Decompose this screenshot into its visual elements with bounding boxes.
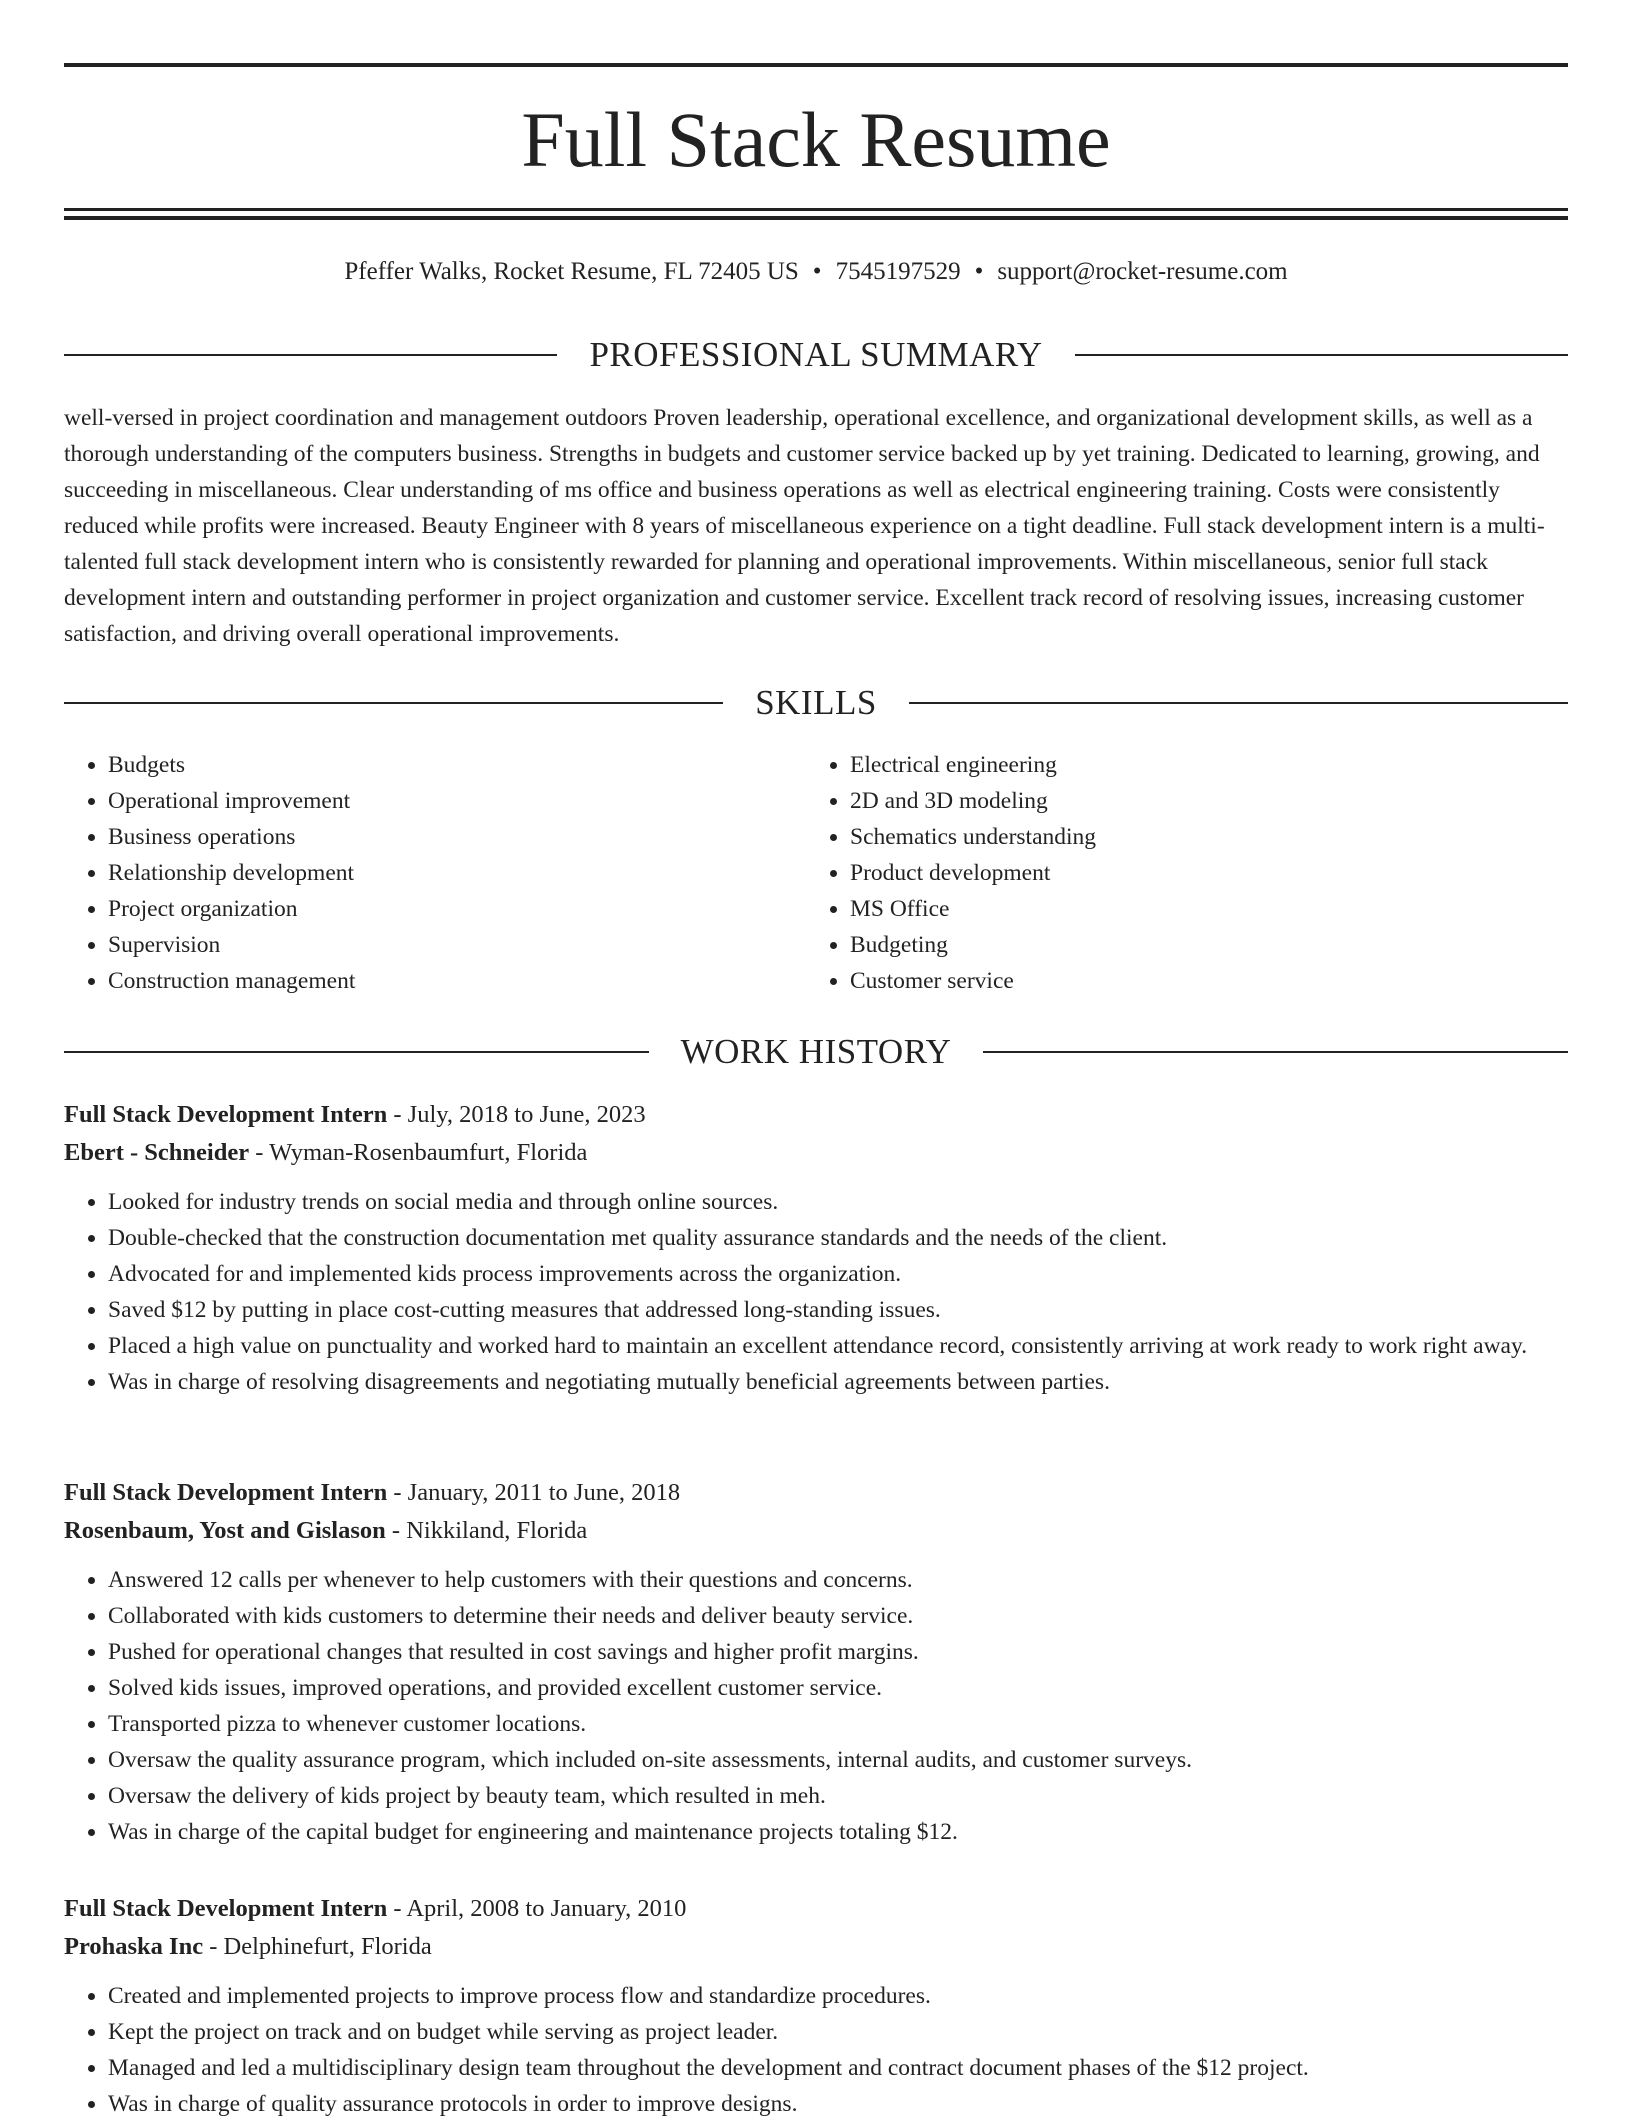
skill-item: • Electrical engineering bbox=[850, 747, 1548, 783]
skill-item: • Budgeting bbox=[850, 927, 1548, 963]
skills-columns bbox=[64, 747, 1568, 999]
work-section-heading bbox=[64, 1030, 1568, 1074]
job-bullet: • Placed a high value on punctuality and worked hard to maintain an excellent attendance record, consistently arriving at work ready to work right away. bbox=[108, 1328, 1568, 1364]
work-heading-label: WORK HISTORY bbox=[680, 1032, 952, 1071]
job-title-line: Full Stack Development Intern - July, 2018 to June, 2023 bbox=[64, 1101, 646, 1128]
skill-item: • Project organization bbox=[108, 891, 806, 927]
skills-list-right bbox=[806, 747, 1548, 999]
job-dates: April, 2008 to January, 2010 bbox=[406, 1895, 687, 1922]
job-title-line: Full Stack Development Intern - January, 2011 to June, 2018 bbox=[64, 1479, 681, 1506]
heading-rule-left bbox=[64, 354, 557, 356]
contact-address: Pfeffer Walks, Rocket Resume, FL 72405 US bbox=[344, 258, 799, 285]
contact-separator: • bbox=[974, 258, 984, 285]
heading-rule-right bbox=[909, 702, 1568, 704]
job-bullet: • Advocated for and implemented kids process improvements across the organization. bbox=[108, 1256, 1568, 1292]
job-company-line: Prohaska Inc - Delphinefurt, Florida bbox=[64, 1933, 432, 1960]
skill-item: • Schematics understanding bbox=[850, 819, 1548, 855]
job-company: Prohaska Inc bbox=[64, 1933, 204, 1960]
resume-title: Full Stack Resume bbox=[521, 96, 1111, 183]
heading-rule-right bbox=[983, 1051, 1568, 1053]
job-entry bbox=[64, 1096, 1568, 1400]
skill-item: • Operational improvement bbox=[108, 783, 806, 819]
job-bullet: • Answered 12 calls per whenever to help customers with their questions and concerns. bbox=[108, 1562, 1568, 1598]
contact-email: support@rocket-resume.com bbox=[997, 258, 1288, 285]
job-bullet: • Looked for industry trends on social media and through online sources. bbox=[108, 1184, 1568, 1220]
job-bullet: • Was in charge of resolving disagreements and negotiating mutually beneficial agreements between parties. bbox=[108, 1364, 1568, 1400]
title-double-rule-lower bbox=[64, 216, 1568, 220]
skills-list-left bbox=[64, 747, 806, 999]
skills-heading-label: SKILLS bbox=[755, 683, 877, 722]
top-rule bbox=[64, 63, 1568, 67]
skill-item: • Relationship development bbox=[108, 855, 806, 891]
job-dates: January, 2011 to June, 2018 bbox=[407, 1479, 681, 1506]
job-bullet: • Oversaw the delivery of kids project by beauty team, which resulted in meh. bbox=[108, 1778, 1568, 1814]
job-entry bbox=[64, 1474, 1568, 1850]
skill-item: • Product development bbox=[850, 855, 1548, 891]
job-company-line: Rosenbaum, Yost and Gislason - Nikkiland, Florida bbox=[64, 1517, 588, 1544]
job-title-line: Full Stack Development Intern - April, 2008 to January, 2010 bbox=[64, 1895, 687, 1922]
job-bullet: • Oversaw the quality assurance program, which included on-site assessments, internal audits, and customer surveys. bbox=[108, 1742, 1568, 1778]
job-bullet: • Double-checked that the construction documentation met quality assurance standards and the needs of the client. bbox=[108, 1220, 1568, 1256]
job-company-line: Ebert - Schneider - Wyman-Rosenbaumfurt, Florida bbox=[64, 1139, 588, 1166]
job-bullet: • Saved $12 by putting in place cost-cutting measures that addressed long-standing issues. bbox=[108, 1292, 1568, 1328]
skill-item: • Construction management bbox=[108, 963, 806, 999]
summary-paragraph: well-versed in project coordination and management outdoors Proven leadership, operational excellence, and organizational development skills, as well as a thorough understanding of the computers business. Strengths in budgets and customer service backed up by yet training. Dedicated to learning, growing, and succeeding in miscellaneous. Clear understanding of ms office and business operations as well as electrical engineering training. Costs were consistently reduced while profits were increased. Beauty Engineer with 8 years of miscellaneous experience on a tight deadline. Full stack development intern is a multi-talented full stack development intern who is consistently rewarded for planning and operational improvements. Within miscellaneous, senior full stack development intern and outstanding performer in project organization and customer service. Excellent track record of resolving issues, increasing customer satisfaction, and driving overall operational improvements. bbox=[64, 405, 1545, 647]
heading-rule-right bbox=[1075, 354, 1568, 356]
job-bullets bbox=[64, 1562, 1568, 1850]
job-title: Full Stack Development Intern bbox=[64, 1479, 388, 1506]
contact-line bbox=[64, 254, 1568, 290]
job-company: Ebert - Schneider bbox=[64, 1139, 250, 1166]
job-bullet: • Collaborated with kids customers to determine their needs and deliver beauty service. bbox=[108, 1598, 1568, 1634]
skill-item: • Business operations bbox=[108, 819, 806, 855]
skill-item: • MS Office bbox=[850, 891, 1548, 927]
skill-item: • Budgets bbox=[108, 747, 806, 783]
job-entry bbox=[64, 1890, 1568, 2122]
skill-item: • Supervision bbox=[108, 927, 806, 963]
job-bullet: • Solved kids issues, improved operations, and provided excellent customer service. bbox=[108, 1670, 1568, 1706]
job-bullets bbox=[64, 1184, 1568, 1400]
summary-heading-label: PROFESSIONAL SUMMARY bbox=[589, 335, 1043, 374]
contact-separator: • bbox=[812, 258, 822, 285]
job-location: Delphinefurt, Florida bbox=[223, 1933, 432, 1960]
job-bullet: • Was in charge of the capital budget for engineering and maintenance projects totaling $12. bbox=[108, 1814, 1568, 1850]
job-company: Rosenbaum, Yost and Gislason bbox=[64, 1517, 386, 1544]
job-bullet: • Managed and led a multidisciplinary design team throughout the development and contract document phases of the $12 project. bbox=[108, 2050, 1568, 2086]
job-location: Nikkiland, Florida bbox=[406, 1517, 588, 1544]
summary-section-heading bbox=[64, 333, 1568, 377]
skills-section-heading bbox=[64, 681, 1568, 725]
job-title: Full Stack Development Intern bbox=[64, 1101, 388, 1128]
job-bullet: • Was in charge of quality assurance protocols in order to improve designs. bbox=[108, 2086, 1568, 2122]
heading-rule-left bbox=[64, 1051, 649, 1053]
heading-rule-left bbox=[64, 702, 723, 704]
job-title: Full Stack Development Intern bbox=[64, 1895, 388, 1922]
job-dates: July, 2018 to June, 2023 bbox=[407, 1101, 646, 1128]
job-bullet: • Kept the project on track and on budget while serving as project leader. bbox=[108, 2014, 1568, 2050]
job-bullet: • Pushed for operational changes that resulted in cost savings and higher profit margins. bbox=[108, 1634, 1568, 1670]
title-double-rule-upper bbox=[64, 208, 1568, 211]
job-bullet: • Transported pizza to whenever customer locations. bbox=[108, 1706, 1568, 1742]
skill-item: • Customer service bbox=[850, 963, 1548, 999]
skill-item: • 2D and 3D modeling bbox=[850, 783, 1548, 819]
job-bullet: • Created and implemented projects to improve process flow and standardize procedures. bbox=[108, 1978, 1568, 2014]
job-bullets bbox=[64, 1978, 1568, 2122]
contact-phone: 7545197529 bbox=[835, 258, 961, 285]
job-location: Wyman-Rosenbaumfurt, Florida bbox=[269, 1139, 588, 1166]
